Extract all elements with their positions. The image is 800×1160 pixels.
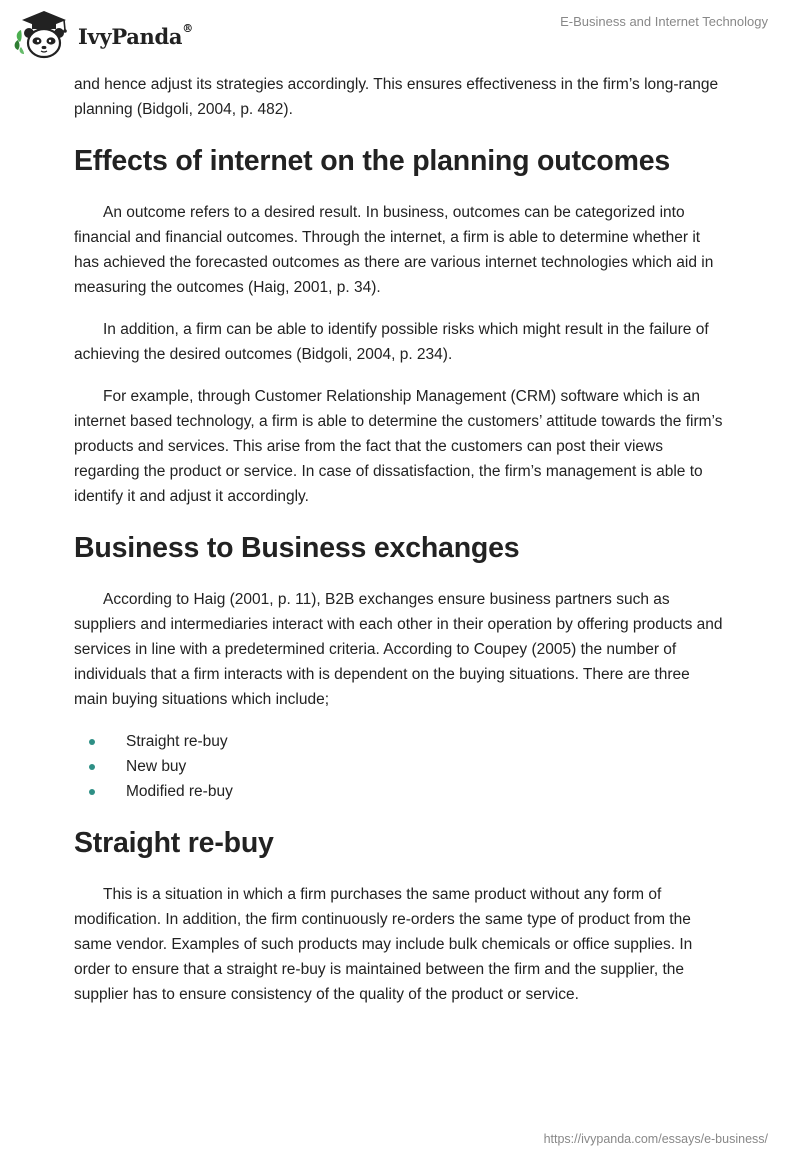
bullet-dot-icon: [89, 789, 95, 795]
page-header: [0, 0, 800, 70]
list-item: New buy: [74, 754, 726, 779]
paragraph: In addition, a firm can be able to identify possible risks which might result in the failure of achieving the desired outcomes (Bidgoli, 2004, p. 234).: [74, 321, 709, 363]
paragraph: This is a situation in which a firm purchases the same product without any form of modification. In addition, the firm continuously re-orders the same type of product from the same vendor. Examples of such products may include bulk chemicals or office supplies. In order to ensure that a straight re-buy is maintained between the firm and the supplier, the supplier has to ensure consistency of the quality of the product or service.: [74, 886, 693, 1003]
section-heading-straight-rebuy: Straight re-buy: [74, 827, 274, 859]
buying-situations-list: [74, 729, 726, 804]
bullet-dot-icon: [89, 764, 95, 770]
list-item: Modified re-buy: [74, 779, 726, 804]
document-title: E-Business and Internet Technology: [560, 14, 768, 29]
essay-content: [74, 72, 726, 1024]
section-heading-b2b-exchanges: Business to Business exchanges: [74, 532, 520, 564]
brand-name: IvyPanda®: [78, 21, 193, 49]
source-url-link[interactable]: https://ivypanda.com/essays/e-business/: [543, 1132, 768, 1146]
bullet-dot-icon: [89, 739, 95, 745]
paragraph: For example, through Customer Relationship Management (CRM) software which is an internet based technology, a firm is able to determine the customers’ attitude towards the firm’s products and services. This arise from the fact that the customers can post their views regarding the product or service. In case of dissatisfaction, the firm’s management is able to identify it and adjust it accordingly.: [74, 388, 723, 505]
paragraph: According to Haig (2001, p. 11), B2B exchanges ensure business partners such as suppliers and intermediaries interact with each other in their operation by offering products and services in line with a predetermined criteria. According to Coupey (2005) the number of individuals that a firm interacts with is dependent on the buying situations. There are three main buying situations which include;: [74, 591, 723, 708]
ivypanda-logo[interactable]: [14, 8, 193, 62]
paragraph: An outcome refers to a desired result. In business, outcomes can be categorized into financial and financial outcomes. Through the internet, a firm is able to determine whether it has achieved the forecasted outcomes as there are various internet technologies which aid in measuring the outcomes (Haig, 2001, p. 34).: [74, 204, 714, 296]
list-item: Straight re-buy: [74, 729, 726, 754]
panda-logo-icon: [14, 8, 74, 62]
intro-paragraph: and hence adjust its strategies accordingly. This ensures effectiveness in the firm’s long-range planning (Bidgoli, 2004, p. 482).: [74, 76, 719, 118]
section-heading-planning-outcomes: Effects of internet on the planning outcomes: [74, 145, 671, 177]
